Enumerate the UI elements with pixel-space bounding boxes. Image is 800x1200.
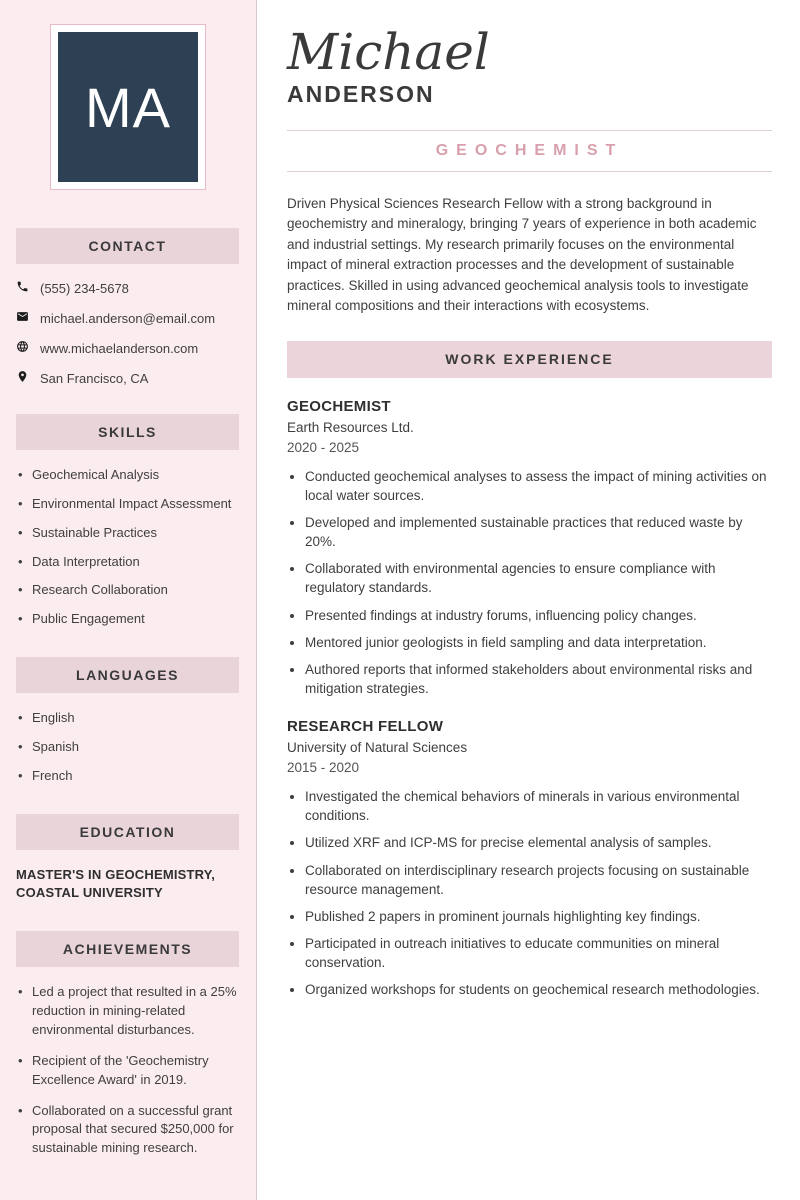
job-bullet: • Organized workshops for students on geochemical research methodologies. (305, 980, 772, 999)
job-bullet: • Collaborated on interdisciplinary research projects focusing on sustainable resource management. (305, 861, 772, 899)
job-bullet: • Utilized XRF and ICP-MS for precise elemental analysis of samples. (305, 833, 772, 852)
job-entry (287, 718, 772, 999)
email-icon (16, 310, 29, 326)
job-role: RESEARCH FELLOW (287, 718, 444, 736)
work-experience-list (287, 398, 772, 1000)
contact-website-text: www.michaelanderson.com (40, 340, 199, 356)
achievements-list (18, 983, 240, 1158)
job-bullet: • Conducted geochemical analyses to assess the impact of mining activities on local water sources. (305, 467, 772, 505)
skill-item: • Geochemical Analysis (18, 466, 240, 485)
language-item: • Spanish (18, 738, 240, 757)
job-bullet: • Authored reports that informed stakeholders about environmental risks and mitigation strategies. (305, 660, 772, 698)
contact-list (16, 280, 240, 386)
language-item: • English (18, 709, 240, 728)
skill-item: • Sustainable Practices (18, 524, 240, 543)
job-bullet: • Collaborated with environmental agencies to ensure compliance with regulatory standards. (305, 559, 772, 597)
skill-item: • Environmental Impact Assessment (18, 495, 240, 514)
last-name: ANDERSON (287, 80, 435, 107)
job-company: Earth Resources Ltd. (287, 419, 414, 435)
education-school: COASTAL UNIVERSITY (16, 885, 163, 901)
professional-summary: Driven Physical Sciences Research Fellow with a strong background in geochemistry and mineralogy, bringing 7 years of experience in both academic and industrial settings. My research primarily focuses on the environmental impact of mineral extraction processes and the development of sustainable practices. Skilled in using advanced geochemical analysis tools to investigate mineral compositions and their interactions with ecosystems. (287, 195, 757, 314)
achievement-item: • Led a project that resulted in a 25% reduction in mining-related environmental disturbances. (18, 983, 240, 1040)
skill-item: • Public Engagement (18, 610, 240, 629)
job-dates: 2020 - 2025 (287, 439, 360, 455)
contact-item-location (16, 370, 240, 386)
skill-item: • Research Collaboration (18, 581, 240, 600)
job-bullet-list (287, 787, 772, 999)
main-column (257, 0, 800, 1200)
contact-section-header: CONTACT (16, 228, 239, 264)
avatar (50, 24, 206, 190)
skill-item: • Data Interpretation (18, 553, 240, 572)
languages-section-header: LANGUAGES (16, 657, 239, 693)
education-entry (16, 866, 240, 904)
language-item: • French (18, 767, 240, 786)
contact-phone-text: (555) 234-5678 (40, 280, 129, 296)
education-degree: MASTER'S IN GEOCHEMISTRY, (16, 866, 216, 882)
job-company: University of Natural Sciences (287, 740, 468, 756)
globe-icon (16, 340, 29, 356)
work-experience-header: WORK EXPERIENCE (287, 341, 772, 378)
contact-email-text: michael.anderson@email.com (40, 310, 216, 326)
achievements-section-header: ACHIEVEMENTS (16, 931, 239, 967)
job-bullet: • Presented findings at industry forums, influencing policy changes. (305, 606, 772, 625)
education-section-header: EDUCATION (16, 814, 239, 850)
contact-location-text: San Francisco, CA (40, 370, 149, 386)
languages-list (18, 709, 240, 786)
job-title: GEOCHEMIST (435, 141, 624, 159)
job-bullet: • Participated in outreach initiatives to educate communities on mineral conservation. (305, 934, 772, 972)
achievement-item: • Recipient of the 'Geochemistry Excellence Award' in 2019. (18, 1052, 240, 1090)
avatar-box (58, 32, 198, 182)
contact-item-email (16, 310, 240, 326)
sidebar (0, 0, 257, 1200)
avatar-initials: MA (85, 75, 171, 139)
phone-icon (16, 280, 29, 296)
job-title-band (287, 130, 772, 172)
job-bullet: • Investigated the chemical behaviors of minerals in various environmental conditions. (305, 787, 772, 825)
job-bullet: • Mentored junior geologists in field sampling and data interpretation. (305, 633, 772, 652)
achievement-item: • Collaborated on a successful grant proposal that secured $250,000 for sustainable mining research. (18, 1102, 240, 1159)
job-bullet: • Published 2 papers in prominent journals highlighting key findings. (305, 907, 772, 926)
job-role: GEOCHEMIST (287, 397, 391, 415)
skills-section-header: SKILLS (16, 414, 239, 450)
job-dates: 2015 - 2020 (287, 760, 360, 776)
job-entry (287, 398, 772, 699)
first-name: Michael (287, 23, 490, 81)
job-bullet-list (287, 467, 772, 699)
location-icon (16, 370, 29, 386)
job-bullet: • Developed and implemented sustainable practices that reduced waste by 20%. (305, 513, 772, 551)
contact-item-website (16, 340, 240, 356)
skills-list (18, 466, 240, 629)
contact-item-phone (16, 280, 240, 296)
